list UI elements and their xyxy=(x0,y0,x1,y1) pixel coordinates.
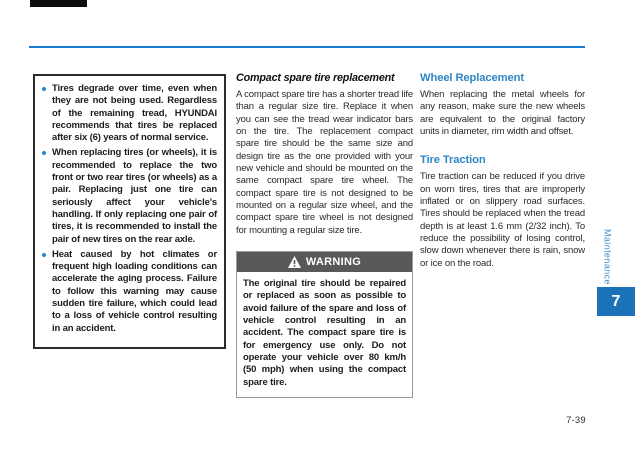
header-divider-rule xyxy=(29,46,585,48)
section-heading-wheel-replacement: Wheel Replacement xyxy=(420,72,524,84)
print-registration-mark xyxy=(30,0,87,7)
caution-item-text: When replacing tires (or wheels), it is recommended to replace the two front or two rear tires (or wheels) as a pair. Replacing just one tire can seriously affect your vehicle's handling. If only replacing one pair of tires, it is recommended to install the pair of new tires on the rear axle. xyxy=(52,147,217,245)
chapter-tab-number: 7 xyxy=(597,287,635,316)
middle-column xyxy=(236,72,413,237)
right-column xyxy=(420,72,585,270)
bullet-icon xyxy=(42,87,46,91)
warning-header xyxy=(237,252,412,272)
compact-spare-body-text: A compact spare tire has a shorter tread life than a regular size tire. Replace it when you can see the tread wear indicator bars on the tire. The replacement compact spare tire should be the same size and design tire as the one provided with your new vehicle and should be mounted on the same compact spare tire wheel. The compact spare tire is not designed to be mounted on a regular size wheel, and the compact spare tire wheel is not designed for mounting a regular size tire. xyxy=(236,89,414,236)
section-heading-tire-traction: Tire Traction xyxy=(420,154,486,167)
tire-traction-body-text: Tire traction can be reduced if you drive on worn tires, tires that are improperly inflated or on slippery road surfaces. Tires should be replaced when the tread depth is at least 1.6 mm (2/32 inch). To reduce the possibility of losing control, slow down whenever there is rain, snow or ice on the road. xyxy=(420,171,585,269)
caution-item xyxy=(39,147,217,245)
caution-item-text: Tires degrade over time, even when they are not being used. Regardless of the remaining tread, HYUNDAI recommends that tires be replaced after six (6) years of normal service. xyxy=(52,83,217,144)
tire-caution-box xyxy=(33,74,226,349)
warning-triangle-icon xyxy=(288,256,301,268)
caution-item xyxy=(39,249,217,335)
warning-title: WARNING xyxy=(305,256,362,268)
caution-item xyxy=(39,83,217,144)
section-heading-compact-spare: Compact spare tire replacement xyxy=(236,72,395,84)
bullet-icon xyxy=(42,253,46,257)
warning-box xyxy=(236,251,413,398)
bullet-icon xyxy=(42,151,46,155)
chapter-tab-label: Maintenance xyxy=(602,229,613,285)
caution-list xyxy=(39,83,217,335)
caution-item-text: Heat caused by hot climates or frequent high loading conditions can accelerate the aging process. Failure to follow this warning may cause sudden tire failure, which could lead to a loss of vehicle control resulting in an accident. xyxy=(52,248,217,334)
wheel-replacement-body-text: When replacing the metal wheels for any reason, make sure the new wheels are equivalent to the original factory units in diameter, rim width and offset. xyxy=(420,89,585,138)
section-gap xyxy=(420,138,585,154)
warning-body-text: The original tire should be repaired or replaced as soon as possible to avoid failure of the spare and loss of vehicle control resulting in an accident. The compact spare tire is for emergency use only. Do not operate your vehicle over 80 km/h (50 mph) when using the compact spare tire. xyxy=(243,278,406,388)
page-number: 7-39 xyxy=(566,415,586,426)
